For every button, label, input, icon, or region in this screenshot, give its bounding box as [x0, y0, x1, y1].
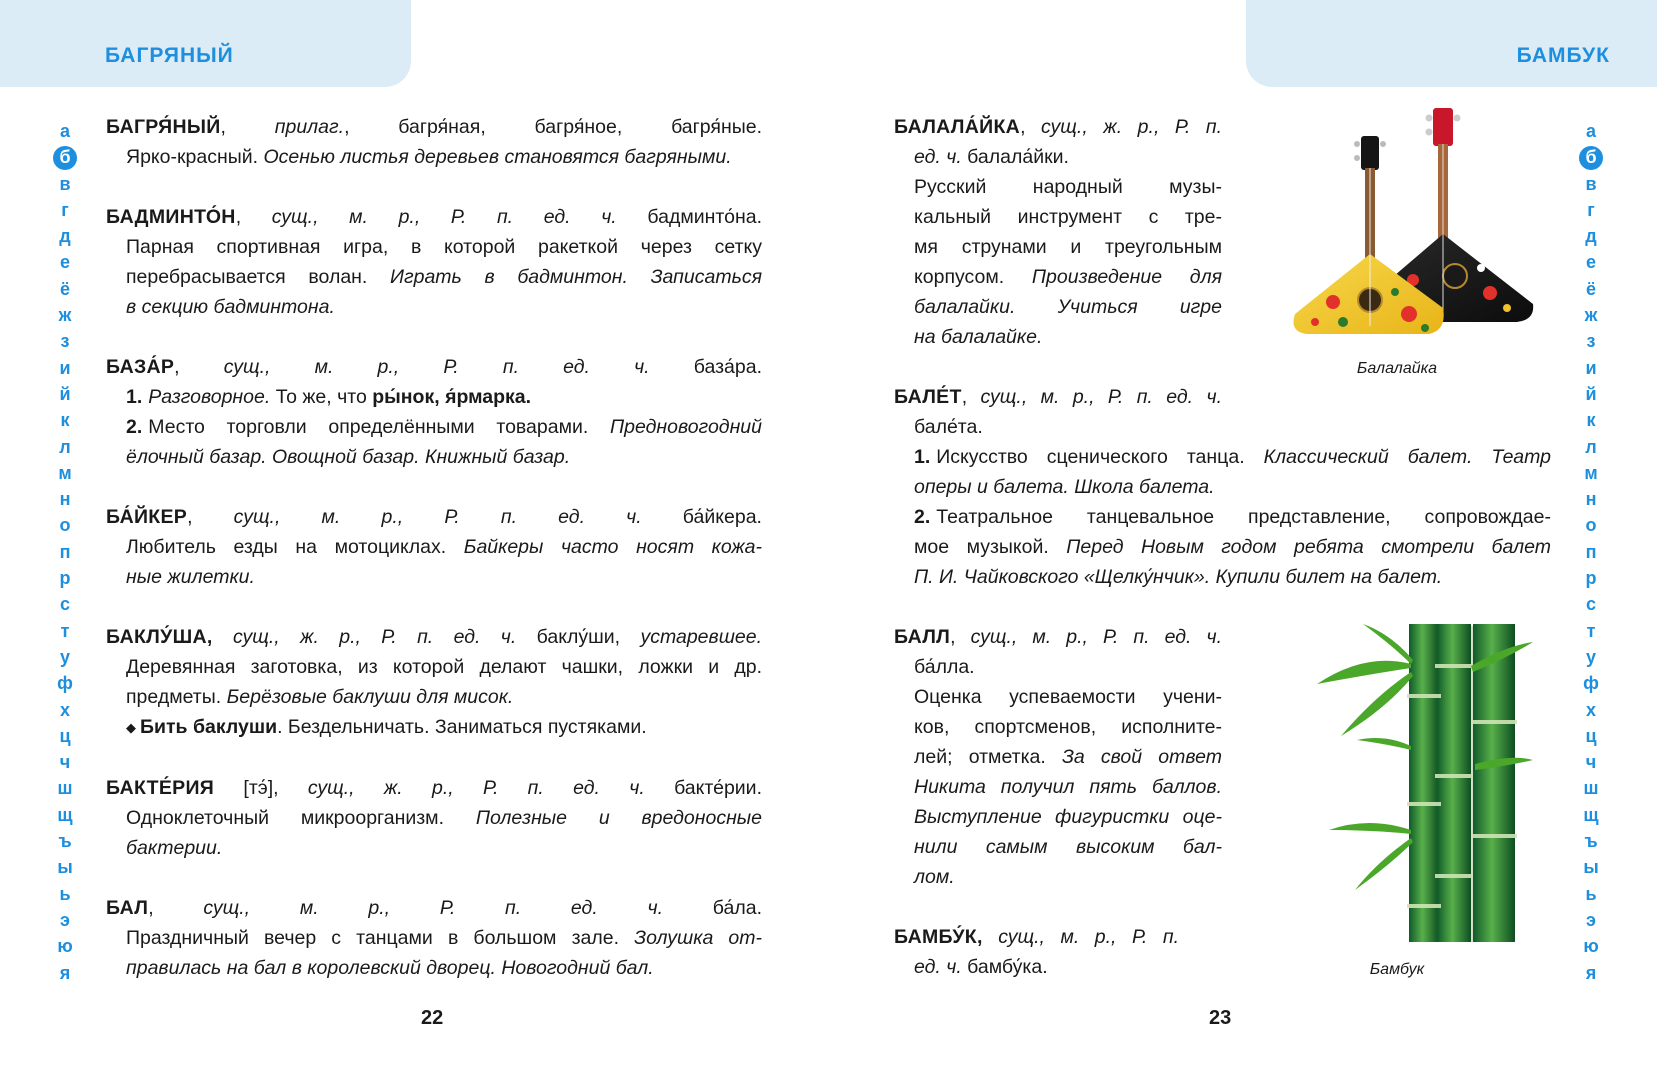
- definition: лей; отметка.: [914, 746, 1046, 768]
- alphabet-letter: [1576, 223, 1606, 249]
- usage-mark: устаревшее.: [640, 626, 762, 648]
- alphabet-letter-text: ы: [57, 857, 73, 878]
- example: Классический балет. Театр: [1263, 446, 1551, 468]
- grammar-label: сущ., м. р., Р. п. ед. ч.: [980, 386, 1222, 408]
- example: бактерии.: [126, 837, 223, 859]
- word-forms: бадминто́на.: [616, 206, 762, 228]
- idiom-meaning: . Бездельничать. Заниматься пустяками.: [277, 716, 647, 738]
- example: Выступление фигуристки оце-: [914, 806, 1222, 828]
- alphabet-letter: [1576, 802, 1606, 828]
- word-forms: баклу́ши,: [516, 626, 641, 648]
- alphabet-letter-text: е: [59, 252, 70, 273]
- grammar-label: сущ., ж. р., Р. п. ед. ч.: [232, 626, 517, 648]
- alphabet-letter-text: ж: [58, 305, 72, 326]
- word-forms: ба́ла.: [663, 897, 762, 919]
- example: Играть в бадминтон. Записаться: [390, 266, 763, 288]
- headword: БАМБУ́К,: [894, 926, 983, 948]
- alphabet-letter: [50, 197, 80, 223]
- alphabet-letter: [1576, 881, 1606, 907]
- alphabet-letter-text: в: [59, 173, 71, 194]
- grammar-label: ед. ч.: [914, 146, 962, 168]
- alphabet-letter-text: ы: [1583, 857, 1599, 878]
- grammar-label: сущ., ж. р., Р. п.: [1041, 116, 1222, 138]
- alphabet-letter: [1576, 118, 1606, 144]
- headword: БАЛЛ: [894, 626, 951, 648]
- alphabet-letter: [50, 881, 80, 907]
- left-running-head: БАГРЯНЫЙ: [105, 44, 234, 67]
- alphabet-letter-text: г: [61, 199, 69, 220]
- alphabet-letter-text: ь: [1585, 883, 1597, 904]
- alphabet-letter: [50, 144, 80, 170]
- example: в секцию бадминтона.: [126, 296, 335, 318]
- alphabet-letter: [50, 775, 80, 801]
- word-forms: бакте́рии.: [644, 777, 762, 799]
- alphabet-letter: [1576, 512, 1606, 538]
- alphabet-letter: [1576, 328, 1606, 354]
- grammar-label: прилаг.: [274, 116, 345, 138]
- entry-ball: [894, 622, 1222, 892]
- alphabet-letter: [1576, 434, 1606, 460]
- headword: БАЛАЛА́ЙКА: [894, 116, 1021, 138]
- definition: перебрасывается волан.: [126, 266, 368, 288]
- separator: ,: [961, 386, 981, 408]
- definition: Театральное танцевальное представление, сопровождае-: [936, 506, 1551, 528]
- entry-bambuk: [894, 922, 1179, 982]
- alphabet-letter-text: у: [1585, 646, 1596, 667]
- definition: предметы.: [126, 686, 222, 708]
- balalaika-caption: Балалайка: [1356, 360, 1438, 377]
- alphabet-letter: [1576, 302, 1606, 328]
- alphabet-letter-text: ю: [1583, 936, 1599, 957]
- alphabet-letter: [1576, 960, 1606, 986]
- alphabet-letter: [1576, 723, 1606, 749]
- alphabet-letter: [50, 618, 80, 644]
- alphabet-letter: [50, 249, 80, 275]
- separator: ,: [950, 626, 971, 648]
- alphabet-letter-text: л: [59, 436, 71, 457]
- alphabet-letter-text: л: [1585, 436, 1597, 457]
- alphabet-letter-text: ч: [1585, 752, 1597, 773]
- separator: ,: [174, 356, 224, 378]
- example: П. И. Чайковского «Щелку́нчик». Купили билет на балет.: [914, 566, 1443, 588]
- alphabet-letter: [50, 565, 80, 591]
- word-forms: , багря́ная, багря́ное, багря́ные.: [344, 116, 762, 138]
- yellow-balalaika: [1294, 136, 1444, 334]
- example: Осенью листья деревьев становятся багряными.: [263, 146, 732, 168]
- example: Берёзовые баклуши для мисок.: [226, 686, 514, 708]
- alphabet-letter: [1576, 618, 1606, 644]
- definition: кальный инструмент с тре-: [914, 206, 1222, 228]
- alphabet-letter: [50, 802, 80, 828]
- headword: БАДМИНТО́Н: [106, 206, 236, 228]
- alphabet-letter-text: т: [60, 620, 70, 641]
- alphabet-letter-text: б: [1579, 146, 1603, 170]
- alphabet-letter-text: м: [58, 462, 72, 483]
- alphabet-letter-text: о: [59, 515, 71, 536]
- alphabet-letter-text: ч: [59, 752, 71, 773]
- alphabet-letter-text: о: [1585, 515, 1597, 536]
- alphabet-letter: [1576, 486, 1606, 512]
- alphabet-letter: [1576, 407, 1606, 433]
- example: За свой ответ: [1061, 746, 1222, 768]
- alphabet-letter: [50, 644, 80, 670]
- bamboo-caption: Бамбук: [1369, 961, 1425, 978]
- grammar-label: сущ., м. р., Р. п. ед. ч.: [271, 206, 617, 228]
- alphabet-letter: [50, 512, 80, 538]
- balalaika-illustration: [1285, 108, 1535, 353]
- alphabet-letter-text: ь: [59, 883, 71, 904]
- grammar-label: сущ., м. р., Р. п. ед. ч.: [970, 626, 1222, 648]
- bamboo-illustration: [1315, 624, 1535, 946]
- alphabet-letter-text: э: [1586, 909, 1596, 930]
- example: Полезные и вредоносные: [475, 807, 763, 829]
- alphabet-letter-text: з: [1586, 331, 1596, 352]
- alphabet-letter: [50, 828, 80, 854]
- alphabet-letter-text: я: [59, 962, 71, 983]
- separator: ,: [187, 506, 234, 528]
- alphabet-letter: [50, 723, 80, 749]
- definition: корпусом.: [914, 266, 1005, 288]
- page-number-left: 22: [421, 1007, 444, 1029]
- alphabet-letter-text: ш: [1583, 778, 1599, 799]
- alphabet-letter: [50, 118, 80, 144]
- entry-bazar: [106, 352, 762, 472]
- sense-number: 2.: [126, 416, 143, 438]
- alphabet-letter-text: ц: [59, 725, 71, 746]
- alphabet-letter-text: э: [60, 909, 70, 930]
- separator: ,: [235, 206, 272, 228]
- example: Байкеры часто носят кожа-: [463, 536, 763, 558]
- example: Никита получил пять баллов.: [914, 776, 1222, 798]
- left-page-column: [106, 112, 762, 1013]
- entry-balalaika: [894, 112, 1222, 352]
- grammar-label: сущ., м. р., Р. п. ед. ч.: [203, 897, 664, 919]
- alphabet-letter-text: ж: [1584, 305, 1598, 326]
- alphabet-letter-text: ъ: [58, 831, 72, 852]
- alphabet-letter: [50, 539, 80, 565]
- left-alphabet-index: [50, 118, 80, 986]
- entry-bal: [106, 893, 762, 983]
- idiom: Бить баклуши: [140, 716, 278, 738]
- definition: мя струнами и треугольным: [914, 236, 1222, 258]
- entry-badminton: [106, 202, 762, 322]
- example: правилась на бал в королевский дворец. Новогодний бал.: [126, 957, 654, 979]
- alphabet-letter-text: и: [1585, 357, 1597, 378]
- alphabet-letter-text: ф: [1583, 673, 1599, 694]
- alphabet-letter-text: а: [59, 121, 70, 141]
- alphabet-letter: [1576, 907, 1606, 933]
- alphabet-letter-text: д: [59, 226, 71, 247]
- word-forms: база́ра.: [649, 356, 762, 378]
- alphabet-letter: [1576, 775, 1606, 801]
- alphabet-letter: [1576, 591, 1606, 617]
- example: ёлочный базар. Овощной базар. Книжный базар.: [126, 446, 571, 468]
- alphabet-letter-text: м: [1584, 462, 1598, 483]
- alphabet-letter-text: щ: [1583, 804, 1599, 825]
- alphabet-letter-text: ш: [57, 778, 73, 799]
- alphabet-letter-text: с: [1585, 594, 1596, 615]
- alphabet-letter-text: ё: [59, 278, 70, 299]
- alphabet-letter: [1576, 144, 1606, 170]
- word-forms: балала́йки.: [961, 146, 1069, 168]
- example: Перед Новым годом ребята смотрели балет: [1066, 536, 1551, 558]
- example: Произведение для: [1031, 266, 1223, 288]
- alphabet-letter: [1576, 276, 1606, 302]
- alphabet-letter-text: у: [59, 646, 70, 667]
- alphabet-letter: [1576, 171, 1606, 197]
- alphabet-letter: [1576, 381, 1606, 407]
- grammar-label: ед. ч.: [914, 956, 962, 978]
- alphabet-letter-text: щ: [57, 804, 73, 825]
- alphabet-letter-text: я: [1585, 962, 1597, 983]
- headword: БАЛ: [106, 897, 149, 919]
- definition: Искусство сценического танца.: [936, 446, 1245, 468]
- page-number-right: 23: [1209, 1007, 1232, 1029]
- alphabet-letter-text: з: [60, 331, 70, 352]
- alphabet-letter-text: в: [1585, 173, 1597, 194]
- alphabet-letter: [50, 171, 80, 197]
- headword: БАЗА́Р: [106, 356, 175, 378]
- alphabet-letter-text: к: [60, 410, 70, 431]
- definition: Одноклеточный микроорганизм.: [126, 807, 445, 829]
- alphabet-letter-text: ф: [57, 673, 73, 694]
- headword: БА́ЙКЕР: [106, 506, 188, 528]
- definition: Деревянная заготовка, из которой делают чашки, ложки и др.: [126, 656, 762, 678]
- definition: мое музыкой.: [914, 536, 1049, 558]
- alphabet-letter-text: г: [1587, 199, 1595, 220]
- definition: Русский народный музы-: [914, 176, 1222, 198]
- alphabet-letter: [50, 486, 80, 512]
- usage-mark: Разговорное.: [148, 386, 271, 408]
- pronunciation: [тэ́],: [214, 777, 308, 799]
- word-forms: бале́та.: [914, 416, 983, 438]
- alphabet-letter-text: к: [1586, 410, 1596, 431]
- example: Золушка от-: [634, 927, 762, 949]
- alphabet-letter: [50, 749, 80, 775]
- alphabet-letter-text: д: [1585, 226, 1597, 247]
- grammar-label: сущ., м. р., Р. п. ед. ч.: [233, 506, 642, 528]
- idiom-diamond-icon: ◆: [126, 720, 136, 735]
- alphabet-letter: [50, 460, 80, 486]
- example: нили самым высоким бал-: [914, 836, 1222, 858]
- alphabet-letter: [50, 328, 80, 354]
- synonyms: ры́нок, я́рмарка.: [372, 386, 532, 408]
- grammar-label: сущ., м. р., Р. п.: [998, 926, 1180, 948]
- alphabet-letter: [50, 407, 80, 433]
- alphabet-letter-text: е: [1585, 252, 1596, 273]
- alphabet-letter: [50, 276, 80, 302]
- alphabet-letter-text: т: [1586, 620, 1596, 641]
- example: Предновогодний: [610, 416, 762, 438]
- grammar-label: сущ., ж. р., Р. п. ед. ч.: [307, 777, 645, 799]
- alphabet-letter: [1576, 697, 1606, 723]
- alphabet-letter-text: н: [59, 489, 71, 510]
- alphabet-letter: [50, 355, 80, 381]
- definition: Оценка успеваемости учени-: [914, 686, 1222, 708]
- entry-baiker: [106, 502, 762, 592]
- headword: БАКЛУ́ША,: [106, 626, 213, 648]
- alphabet-letter-text: х: [1585, 699, 1596, 720]
- sense-number: 1.: [914, 446, 931, 468]
- example: лом.: [914, 866, 955, 888]
- sense-number: 1.: [126, 386, 143, 408]
- separator: ,: [1020, 116, 1042, 138]
- alphabet-letter: [50, 591, 80, 617]
- alphabet-letter-text: ъ: [1584, 831, 1598, 852]
- separator: ,: [220, 116, 275, 138]
- alphabet-letter: [50, 670, 80, 696]
- right-alphabet-index: [1576, 118, 1606, 986]
- definition: Парная спортивная игра, в которой ракеткой через сетку: [126, 236, 762, 258]
- alphabet-letter: [1576, 355, 1606, 381]
- example: на балалайке.: [914, 326, 1043, 348]
- alphabet-letter: [1576, 644, 1606, 670]
- example: балалайки. Учиться игре: [914, 296, 1222, 318]
- example: ные жилетки.: [126, 566, 255, 588]
- alphabet-letter: [50, 434, 80, 460]
- alphabet-letter-text: п: [59, 541, 71, 562]
- sense-number: 2.: [914, 506, 931, 528]
- alphabet-letter: [50, 223, 80, 249]
- alphabet-letter: [1576, 565, 1606, 591]
- alphabet-letter: [1576, 197, 1606, 223]
- definition: То же, что: [270, 386, 373, 408]
- entry-baklusha: [106, 622, 762, 743]
- alphabet-letter-text: п: [1585, 541, 1597, 562]
- alphabet-letter-text: ц: [1585, 725, 1597, 746]
- alphabet-letter-text: а: [1585, 121, 1596, 141]
- alphabet-letter: [1576, 933, 1606, 959]
- alphabet-letter-text: р: [1585, 568, 1597, 589]
- alphabet-letter-text: й: [59, 383, 71, 404]
- right-running-head: БАМБУК: [1516, 44, 1610, 67]
- definition: Место торговли определёнными товарами.: [148, 416, 589, 438]
- alphabet-letter: [1576, 828, 1606, 854]
- word-forms: ба́йкера.: [641, 506, 762, 528]
- alphabet-letter: [50, 933, 80, 959]
- definition: ков, спортсменов, исполните-: [914, 716, 1222, 738]
- separator: ,: [148, 897, 204, 919]
- headword: БАКТЕ́РИЯ: [106, 777, 215, 799]
- word-forms: бамбу́ка.: [961, 956, 1048, 978]
- grammar-label: сущ., м. р., Р. п. ед. ч.: [223, 356, 650, 378]
- alphabet-letter: [50, 960, 80, 986]
- alphabet-letter: [50, 302, 80, 328]
- alphabet-letter: [1576, 670, 1606, 696]
- alphabet-letter-text: с: [59, 594, 70, 615]
- alphabet-letter-text: ю: [57, 936, 73, 957]
- alphabet-letter-text: х: [59, 699, 70, 720]
- alphabet-letter-text: и: [59, 357, 71, 378]
- alphabet-letter-text: н: [1585, 489, 1597, 510]
- headword: БАЛЕ́Т: [894, 386, 962, 408]
- entry-bagryany: [106, 112, 762, 172]
- alphabet-letter: [1576, 249, 1606, 275]
- entry-balet: [894, 382, 1551, 592]
- definition: Праздничный вечер с танцами в большом зале.: [126, 927, 620, 949]
- alphabet-letter: [50, 381, 80, 407]
- entry-bakteriya: [106, 773, 762, 863]
- definition: Ярко-красный.: [126, 146, 259, 168]
- alphabet-letter-text: й: [1585, 383, 1597, 404]
- example: оперы и балета. Школа балета.: [914, 476, 1215, 498]
- alphabet-letter-text: р: [59, 568, 71, 589]
- alphabet-letter: [1576, 749, 1606, 775]
- alphabet-letter: [50, 907, 80, 933]
- alphabet-letter-text: б: [53, 146, 77, 170]
- definition: Любитель езды на мотоциклах.: [126, 536, 447, 558]
- alphabet-letter: [50, 697, 80, 723]
- alphabet-letter: [1576, 539, 1606, 565]
- alphabet-letter: [1576, 854, 1606, 880]
- alphabet-letter-text: ё: [1585, 278, 1596, 299]
- alphabet-letter: [50, 854, 80, 880]
- word-forms: ба́лла.: [914, 656, 975, 678]
- headword: БАГРЯ́НЫЙ: [106, 116, 221, 138]
- alphabet-letter: [1576, 460, 1606, 486]
